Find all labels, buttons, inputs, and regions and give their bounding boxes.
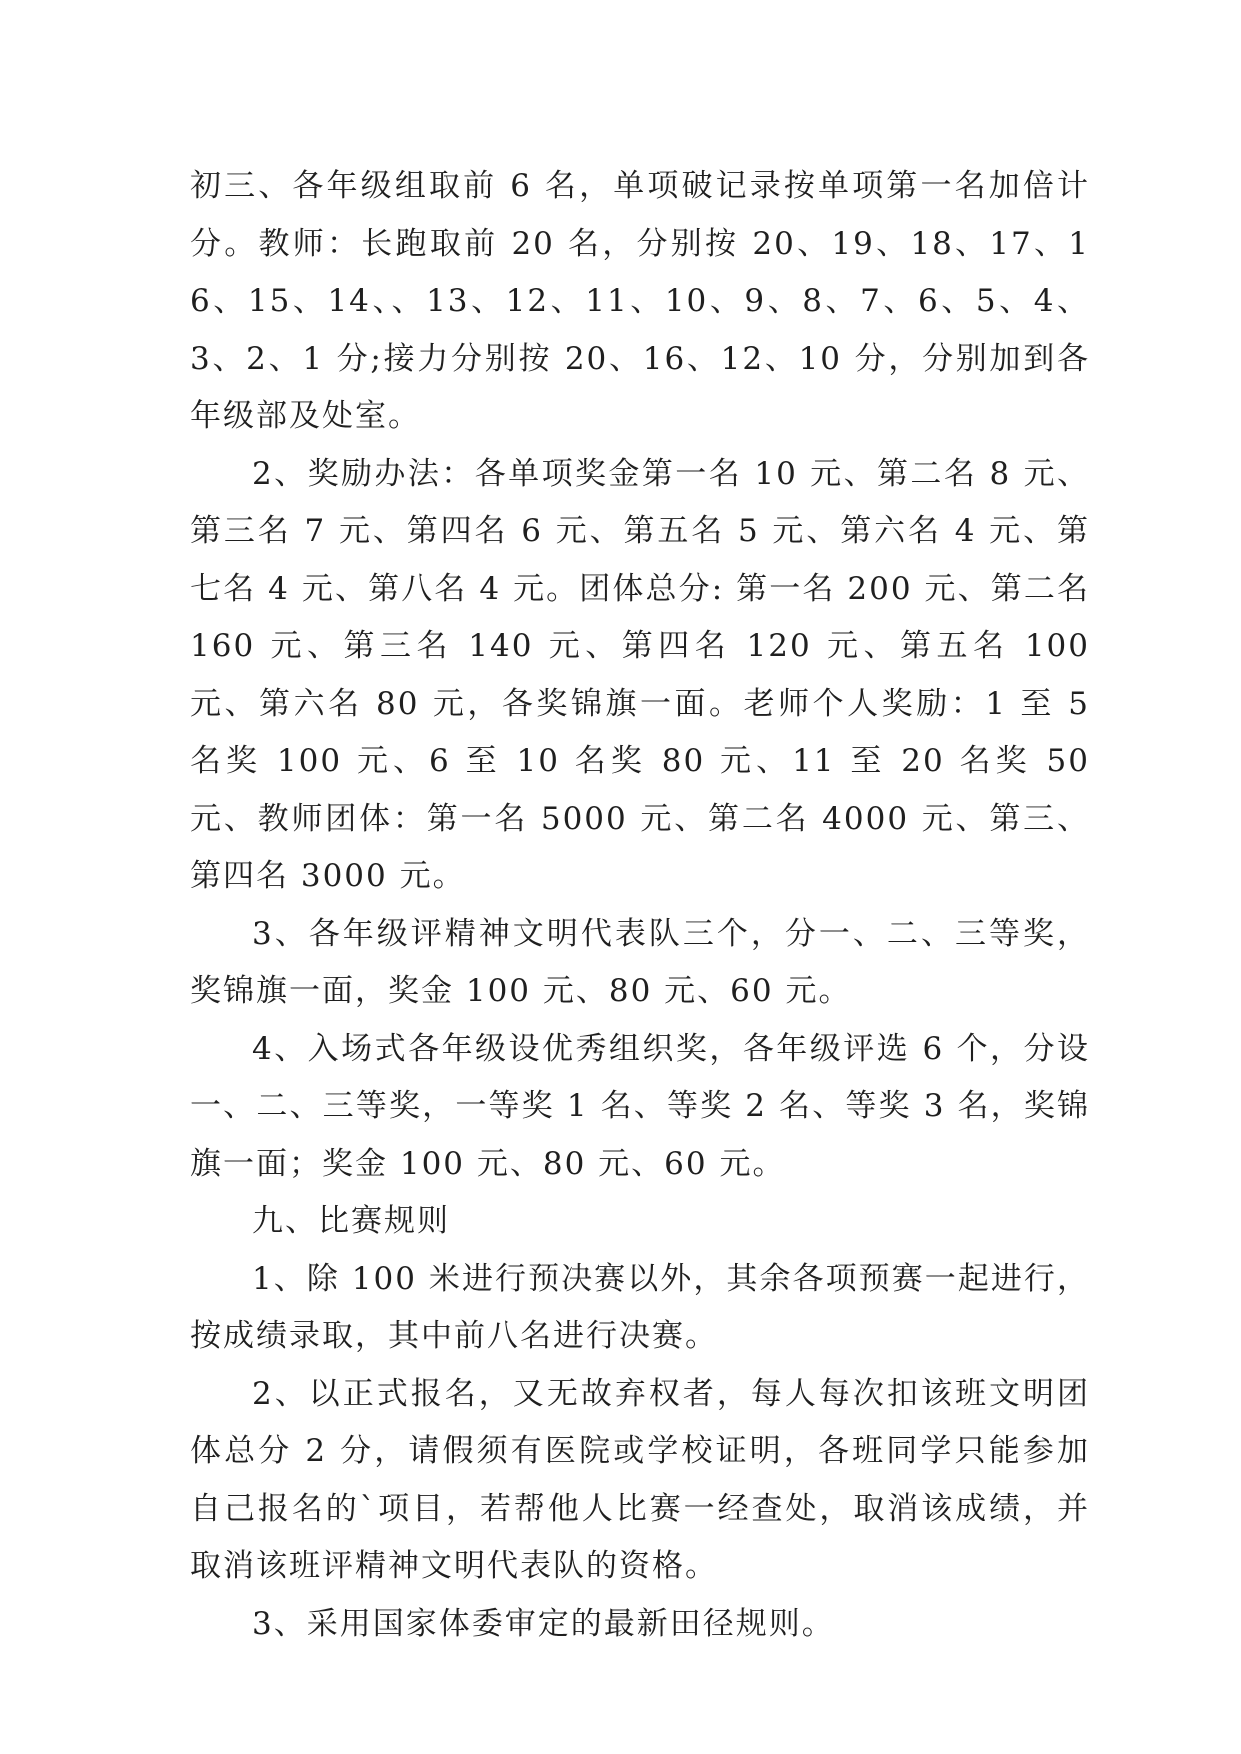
document-page bbox=[190, 158, 1090, 1653]
paragraph-reward-method: 2、奖励办法：各单项奖金第一名 10 元、第二名 8 元、第三名 7 元、第四名 6 元、第五名 5 元、第六名 4 元、第七名 4 元、第八名 4 元。团体总分: 第一名 200 元、第二名 160 元、第三名 140 元、第四名 120 元、第五名 100 元、第六名 80 元，各奖锦旗一面。老师个人奖励：1 至 5 名奖 100 元、6 至 10 名奖 80 元、11 至 20 名奖 50 元、教师团体：第一名 5000 元、第二名 4000 元、第三、第四名 3000 元。 bbox=[190, 455, 1090, 894]
paragraph-entrance-award: 4、入场式各年级设优秀组织奖，各年级评选 6 个，分设一、二、三等奖，一等奖 1 名、等奖 2 名、等奖 3 名，奖锦旗一面；奖金 100 元、80 元、60 元。 bbox=[190, 1030, 1090, 1182]
section-heading-rules: 九、比赛规则 bbox=[252, 1203, 450, 1239]
paragraph-spirit-award: 3、各年级评精神文明代表队三个，分一、二、三等奖，奖锦旗一面，奖金 100 元、80 元、60 元。 bbox=[190, 915, 1090, 1009]
paragraph-scoring-continued: 初三、各年级组取前 6 名，单项破记录按单项第一名加倍计分。教师：长跑取前 20 名，分别按 20、19、18、17、16、15、14、、13、12、11、10、9、8、7、6、5、4、3、2、1 分;接力分别按 20、16、12、10 分，分别加到各年级部及处室。 bbox=[190, 168, 1090, 434]
paragraph-rule-3: 3、采用国家体委审定的最新田径规则。 bbox=[252, 1605, 835, 1642]
paragraph-rule-1: 1、除 100 米进行预决赛以外，其余各项预赛一起进行，按成绩录取，其中前八名进行决赛。 bbox=[190, 1260, 1090, 1354]
paragraph-rule-2: 2、以正式报名，又无故弃权者，每人每次扣该班文明团体总分 2 分，请假须有医院或学校证明，各班同学只能参加自己报名的`项目，若帮他人比赛一经查处，取消该成绩，并取消该班评精神文明代表队的资格。 bbox=[190, 1375, 1090, 1584]
